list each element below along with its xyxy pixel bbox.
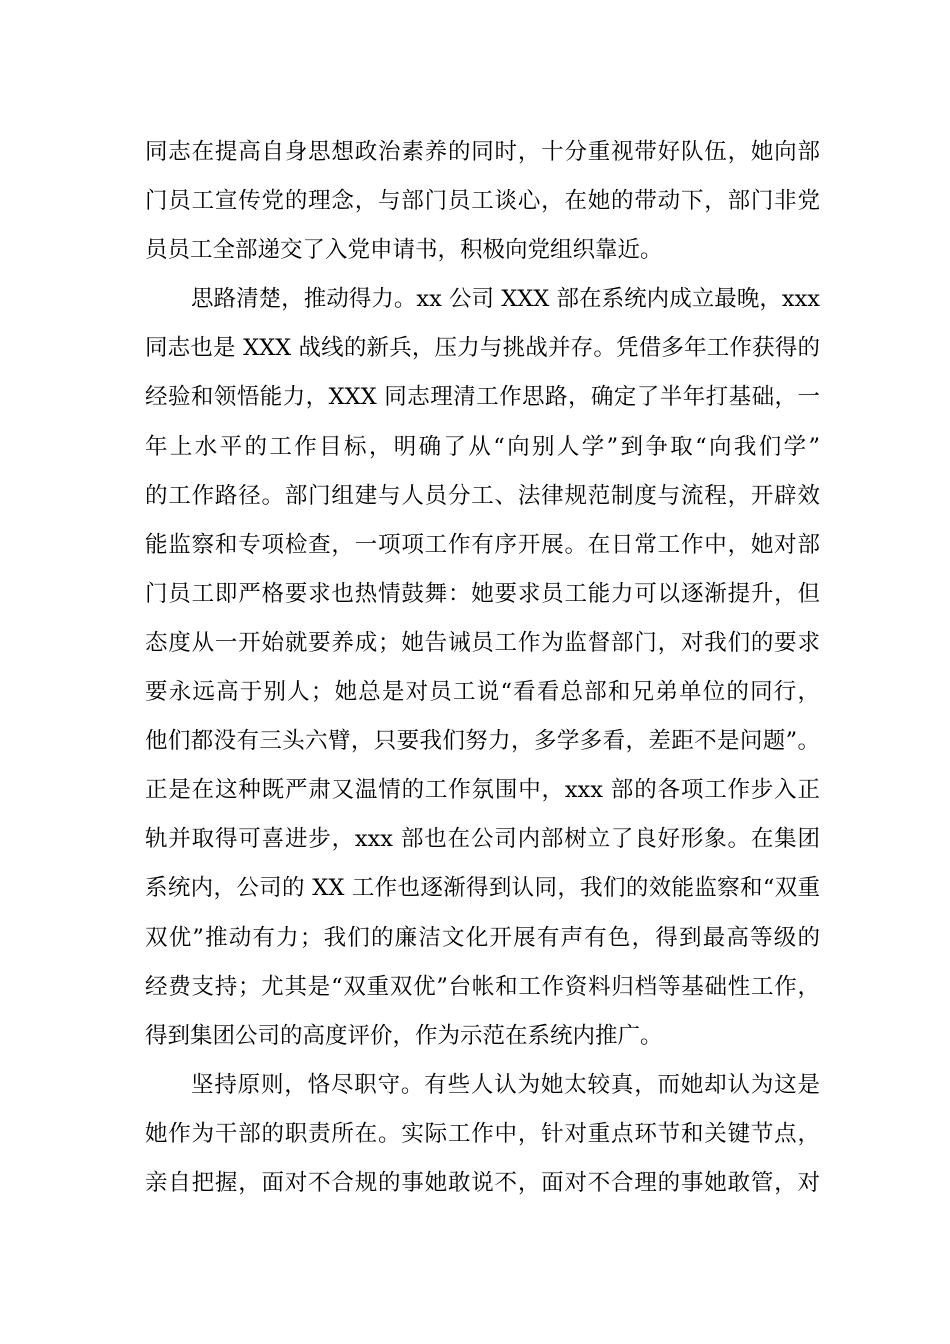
text-line: 系统内，公司的 XX 工作也逐渐得到认同，我们的效能监察和“双重	[145, 875, 820, 902]
text-line: 能监察和专项检查，一项项工作有序开展。在日常工作中，她对部	[145, 531, 820, 558]
paragraph-first-line: 坚持原则，恪尽职守。有些人认为她太较真，而她却认为这是	[191, 1071, 820, 1098]
text-line: 同志也是 XXX 战线的新兵，压力与挑战并存。凭借多年工作获得的	[145, 335, 820, 362]
text-line: 经费支持；尤其是“双重双优”台帐和工作资料归档等基础性工作，	[145, 973, 820, 1000]
text-line: 他们都没有三头六臂，只要我们努力，多学多看，差距不是问题”。	[145, 728, 820, 755]
text-line: 她作为干部的职责所在。实际工作中，针对重点环节和关键节点，	[145, 1120, 820, 1147]
text-line: 得到集团公司的高度评价，作为示范在系统内推广。	[145, 1022, 663, 1049]
text-line: 的工作路径。部门组建与人员分工、法律规范制度与流程，开辟效	[145, 482, 820, 509]
text-line: 门员工宣传党的理念，与部门员工谈心，在她的带动下，部门非党	[145, 188, 820, 215]
text-line: 双优”推动有力；我们的廉洁文化开展有声有色，得到最高等级的	[145, 924, 820, 951]
text-line: 态度从一开始就要养成；她告诫员工作为监督部门，对我们的要求	[145, 629, 820, 656]
paragraph-first-line: 思路清楚，推动得力。xx 公司 XXX 部在系统内成立最晚，xxx	[191, 286, 820, 313]
text-line: 年上水平的工作目标，明确了从“向别人学”到争取“向我们学”	[145, 433, 820, 460]
text-line: 轨并取得可喜进步，xxx 部也在公司内部树立了良好形象。在集团	[145, 826, 820, 853]
text-line: 经验和领悟能力，XXX 同志理清工作思路，确定了半年打基础，一	[145, 384, 820, 411]
document-body	[145, 128, 820, 1208]
text-line: 要永远高于别人；她总是对员工说“看看总部和兄弟单位的同行，	[145, 679, 820, 706]
text-line: 员员工全部递交了入党申请书，积极向党组织靠近。	[145, 237, 663, 264]
text-line: 亲自把握，面对不合规的事她敢说不，面对不合理的事她敢管，对	[145, 1169, 820, 1196]
text-line: 正是在这种既严肃又温情的工作氛围中，xxx 部的各项工作步入正	[145, 777, 820, 804]
text-line: 同志在提高自身思想政治素养的同时，十分重视带好队伍，她向部	[145, 139, 820, 165]
text-line: 门员工即严格要求也热情鼓舞：她要求员工能力可以逐渐提升，但	[145, 580, 820, 607]
